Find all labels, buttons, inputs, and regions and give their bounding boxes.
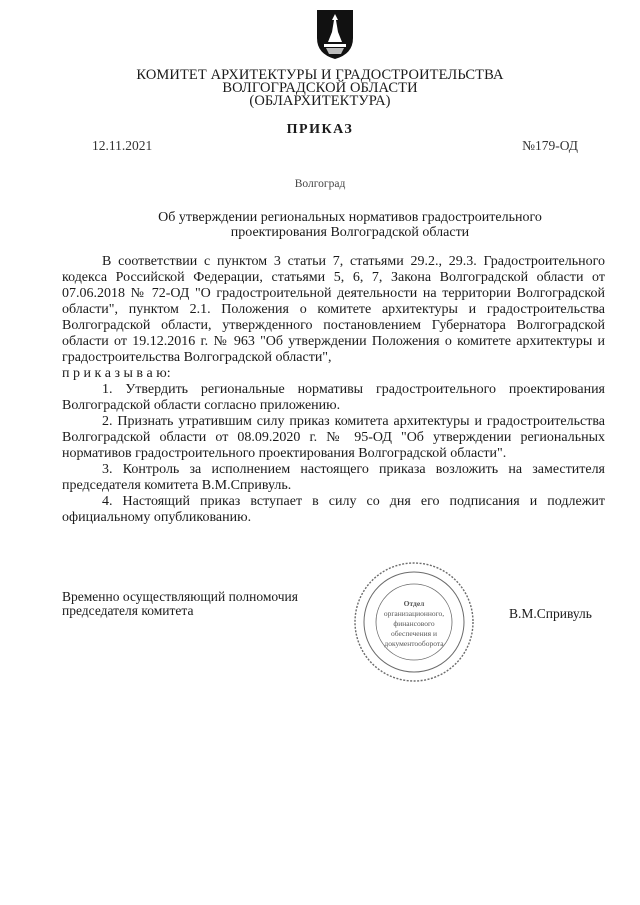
signatory-position <box>62 590 298 618</box>
order-item-4: 4. Настоящий приказ вступает в силу со дня его подписания и подлежит официальному опубликованию. <box>62 494 605 525</box>
order-date: 12.11.2021 <box>92 138 153 153</box>
stamp-line-1: Отдел <box>403 599 425 608</box>
org-name-line-3: (ОБЛАРХИТЕКТУРА) <box>249 93 391 109</box>
order-subject <box>0 210 640 240</box>
signatory-position-line-2: председателя комитета <box>62 603 194 618</box>
stamp-line-2: организационного, <box>383 609 445 618</box>
stamp-line-5: документооборота <box>384 639 444 648</box>
official-stamp <box>352 560 476 684</box>
order-item-2: 2. Признать утратившим силу приказ комитета архитектуры и градостроительства Волгоградской области от 08.09.2020 г. № 95-ОД "Об утверждении региональных нормативов градостроительного проектирования Волгоградской области". <box>62 414 605 461</box>
order-body <box>62 254 605 526</box>
org-name-line-1: КОМИТЕТ АРХИТЕКТУРЫ И ГРАДОСТРОИТЕЛЬСТВА <box>136 67 504 83</box>
stamp-line-3: финансового <box>393 619 435 628</box>
org-name-line-2: ВОЛГОГРАДСКОЙ ОБЛАСТИ <box>222 80 418 96</box>
order-word: п р и к а з ы в а ю: <box>62 366 171 381</box>
volgograd-coat-of-arms-icon <box>315 8 355 60</box>
signatory-name: В.М.Спривуль <box>509 606 592 621</box>
stamp-line-4: обеспечения и <box>391 629 437 638</box>
subject-line-1: Об утверждении региональных нормативов градостроительного <box>158 210 542 225</box>
order-city: Волгоград <box>294 178 346 190</box>
order-title: ПРИКАЗ <box>286 122 354 137</box>
preamble-paragraph: В соответствии с пунктом 3 статьи 7, статьями 29.2., 29.3. Градостроительного кодекса Российской Федерации, статьями 5, 6, 7, Закона Волгоградской области от 07.06.2018 № 72-ОД "О градостроительной деятельности на территории Волгоградской области", пунктом 2.1. Положения о комитете архитектуры и градостроительства Волгоградской области, утвержденного постановлением Губернатора Волгоградской области от 19.12.2016 г. № 963 "Об утверждении Положения о комитете архитектуры и градостроительства Волгоградской области", <box>62 254 605 365</box>
order-number: №179-ОД <box>522 138 578 153</box>
order-item-3: 3. Контроль за исполнением настоящего приказа возложить на заместителя председателя комитета В.М.Спривуль. <box>62 462 605 493</box>
signatory-position-line-1: Временно осуществляющий полномочия <box>62 589 298 604</box>
order-item-1: 1. Утвердить региональные нормативы градостроительного проектирования Волгоградской области согласно приложению. <box>62 382 605 413</box>
subject-line-2: проектирования Волгоградской области <box>230 225 470 240</box>
